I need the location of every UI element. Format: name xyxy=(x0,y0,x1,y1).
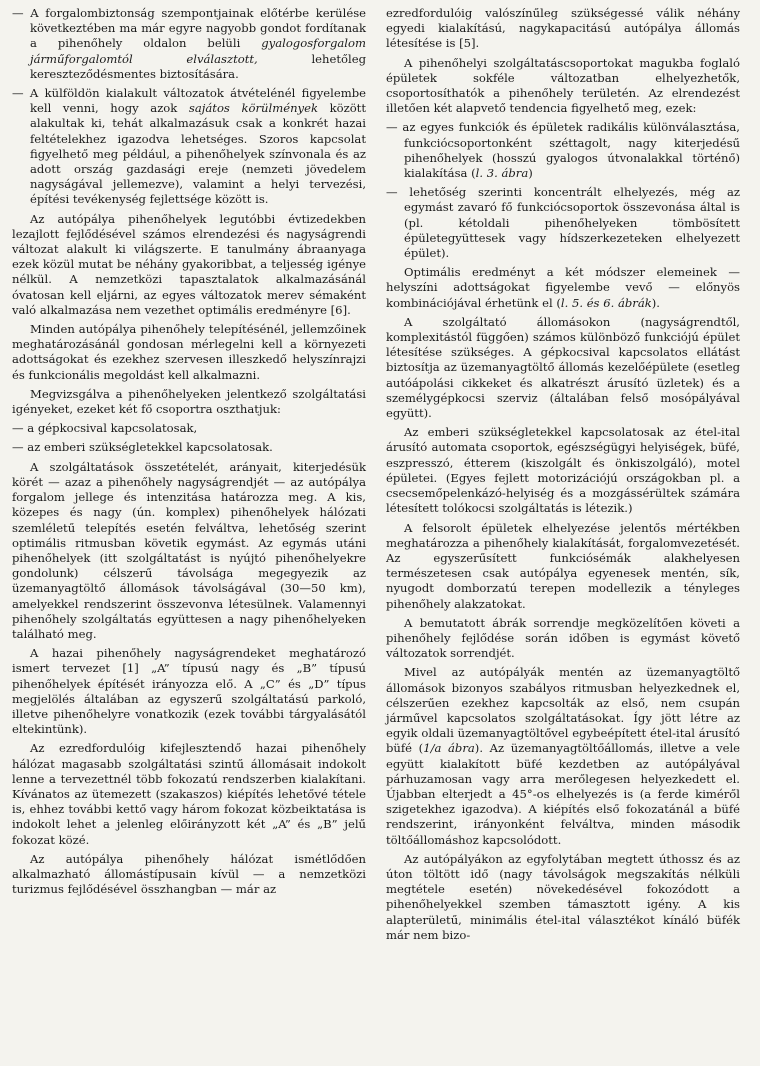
text-span: között alakultak ki, tehát alkalmazásuk csak a konkrét hazai feltételekhez igazodva lehetséges. Szoros kapcsolat figyelhető meg például, a pihenőhelyek színvonala és az adott ország gazdasági ereje (nemzeti jövedelem nagyságával jellemezve), valamint a helyi tervezési, építési tevékenység fejlettsége között is. xyxy=(30,101,366,207)
text-span: Minden autópálya pihenőhely telepítésénél, jellemzőinek meghatározásánál gondosan mérlegelni kell a környezeti adottságokat és ezekhez szervesen illeszkedő helyszínrajzi és funkcionális megoldást kell alkalmazni. xyxy=(12,322,366,382)
list-item xyxy=(12,6,366,82)
text-span: A pihenőhelyi szolgáltatáscsoportokat magukba foglaló épületek sokféle változatban elhelyezhetők, csoportosíthatók a pihenőhely területén. Az elrendezést illetően két alapvető tendencia figyelhető meg, ezek: xyxy=(386,55,740,116)
paragraph xyxy=(386,6,740,52)
text-span: ). xyxy=(651,295,660,310)
paragraph xyxy=(386,665,740,847)
list-item xyxy=(12,421,366,436)
text-span: lehetőleg kereszteződésmentes biztosítására. xyxy=(30,51,366,81)
text-span: — A külföldön kialakult változatok átvételénél figyelembe kell venni, hogy azok xyxy=(12,86,366,116)
paragraph xyxy=(12,212,366,318)
text-span: Megvizsgálva a pihenőhelyeken jelentkező szolgáltatási igényeket, ezeket két fő csoportra oszthatjuk: xyxy=(12,386,366,417)
list-item xyxy=(386,120,740,181)
text-span: A szolgáltatások összetételét, arányait, kiterjedésük körét — azaz a pihenőhely nagyságrendjét — az autópálya forgalom jellege és intenzitása határozza meg. A kis, közepes és nagy (ún. komplex) pihenőhelyek hálózati szemléletű telepítés esetén felváltva, lehetőség szerint optimális ritmusban követik egymást. Az egymás utáni pihenőhelyek (itt szolgáltatást is nyújtó pihenőhelyekre gondolunk) célszerű távolsága megegyezik az üzemanyagtöltő állomások távolságával (30—50 km), amelyekkel rendszerint összevonva létesülnek. Valamennyi pihenőhely szolgáltatás együttesen a nagy pihenőhelyeken található meg. xyxy=(12,459,366,641)
text-span: Az ezredfordulóig kifejlesztendő hazai pihenőhely hálózat magasabb szolgáltatási szintű állomásait indokolt lenne a tervezettnél több fokozatú rendszerben kialakítani. Kívánatos az ütemezett (szakaszos) kiépítés lehetővé tétele is, ehhez további kettő vagy három fokozat közbeiktatása is indokolt lehet a jelenleg előirányzott két „A” és „B” jelű fokozat közé. xyxy=(12,741,366,847)
text-span: Az emberi szükségletekkel kapcsolatosak az étel-ital árusító automata csoportok, egészségügyi helyiségek, büfé, eszpresszó, étterem (kiszolgált és önkiszolgáló), motel épületei. (Egyes fejlett motorizációjú országokban pl. a csecsemőpelenkázó-helyiség és a mozgássérültek számára létesített tolókocsi szolgáltatás is létezik.) xyxy=(386,425,740,516)
list-item xyxy=(12,440,366,455)
emphasis-text: 1/a ábra xyxy=(423,741,475,756)
text-span: Mivel az autópályák mentén az üzemanyagtöltő állomások bizonyos szabályos ritmusban helyezkednek el, célszerűen ezekhez kapcsolták az első, nem csupán járművel kapcsolatos szolgáltatásokat. Így jött létre az egyik oldali üzemanyagtöltővel egybeépített étel-ital árusító büfé ( xyxy=(386,665,740,756)
text-span: ) xyxy=(528,166,533,181)
text-span: A bemutatott ábrák sorrendje megközelítően követi a pihenőhely fejlődése során időben is egymást követő változatok sorrendjét. xyxy=(386,615,740,661)
text-span: — az emberi szükségletekkel kapcsolatosak. xyxy=(12,440,273,455)
emphasis-text: gyalogosforgalom járműforgalomtól elválasztott, xyxy=(30,36,366,66)
text-span: — a gépkocsival kapcsolatosak, xyxy=(12,421,198,436)
left-column xyxy=(12,6,366,1066)
right-column xyxy=(386,6,740,1066)
paragraph xyxy=(386,521,740,612)
list-item xyxy=(386,185,740,261)
text-span: — az egyes funkciók és épületek radikális különválasztása, funkciócsoportonként széttagolt, nagy kiterjedésű pihenőhelyek (hosszú gyalogos útvonalakkal történő) kialakítása ( xyxy=(386,120,740,181)
text-span: — lehetőség szerinti koncentrált elhelyezés, még az egymást zavaró fő funkciócsoportok összevonása által is (pl. kétoldali pihenőhelyeken tömbösített épületegyüttesek vagy hídszerkezeteken elhelyezett épület). xyxy=(386,185,740,261)
text-span: Az autópályákon az egyfolytában megtett úthossz és az úton töltött idő (nagy távolságok megszakítás nélküli megtétele esetén) növekedésével fokozódott a pihenőhelyekkel szemben támasztott igény. A kis alapterületű, minimális étel-ital választékot kínáló büfék már nem bizo- xyxy=(386,851,740,942)
paragraph xyxy=(12,852,366,898)
paragraph xyxy=(12,741,366,847)
emphasis-text: sajátos körülmények xyxy=(188,101,318,116)
text-span: A felsorolt épületek elhelyezése jelentős mértékben meghatározza a pihenőhely kialakítását, forgalomvezetését. Az egyszerűsített funkciósémák alakhelyesen természetesen csak autópálya egyenesek mentén, sík, nyugodt domborzatú terepen modellezik a tényleges pihenőhely alakzatokat. xyxy=(386,520,740,611)
text-span: Optimális eredményt a két módszer elemeinek — helyszíni adottságokat figyelembe vevő — előnyös kombinációjával érhetünk el ( xyxy=(386,265,740,310)
paragraph xyxy=(12,322,366,383)
paragraph xyxy=(386,265,740,311)
emphasis-text: l. 3. ábra xyxy=(475,166,529,181)
text-span: ). Az üzemanyagtöltőállomás, illetve a vele együtt kialakított büfé kezdetben az autópályával párhuzamosan vagy arra merőlegesen helyezkedett el. Újabban elterjedt a 45°-os elhelyezés is (a ferde kiméről szigetekhez igazodva). A kiépítés első fokozatánál a büfé rendszerint, irányonként felváltva, minden második töltőállomáshoz kapcsolódott. xyxy=(386,741,741,847)
paragraph xyxy=(12,387,366,417)
paragraph xyxy=(12,646,366,737)
paragraph xyxy=(386,616,740,662)
text-span: A hazai pihenőhely nagyságrendeket meghatározó ismert tervezet [1] „A” típusú nagy és „B” típusú pihenőhelyek építését irányozza elő. A „C” és „D” típus megjelölés általában az egyszerű szolgáltatású parkoló, illetve pihenőhelyre vonatkozik (ezek további tárgyalásától eltekintünk). xyxy=(12,646,366,737)
paragraph xyxy=(386,56,740,117)
paragraph xyxy=(386,852,740,943)
paragraph xyxy=(12,460,366,642)
paragraph xyxy=(386,425,740,516)
text-span: Az autópálya pihenőhely hálózat ismétlődően alkalmazható állomástípusain kívül — a nemzetközi turizmus fejlődésével összhangban — már az xyxy=(12,851,366,897)
paragraph xyxy=(386,315,740,421)
list-item xyxy=(12,86,366,208)
emphasis-text: l. 5. és 6. ábrák xyxy=(560,295,652,310)
text-span: Az autópálya pihenőhelyek legutóbbi évtizedekben lezajlott fejlődésével számos elrendezési és nagyságrendi változat alakult ki világszerte. E tanulmány ábraanyaga ezek közül mutat be néhány gyakoribbat, a teljesség igénye nélkül. A nemzetközi tapasztalatok alkalmazásánál óvatosan kell eljárni, az egyes változatok merev sémaként való alkalmazása nem vezethet optimális eredményre [6]. xyxy=(12,211,366,317)
text-span: A szolgáltató állomásokon (nagyságrendtől, komplexitástól függően) számos különböző funkciójú épület létesítése szükséges. A gépkocsival kapcsolatos ellátást biztosítja az üzemanyagtöltő állomás kezelőépülete (esetleg autóápolási cikkeket és alkatrészt árusító üzletek) és a személygépkocsi szerviz (általában felső mosópályával együtt). xyxy=(386,314,740,421)
text-span: — A forgalombiztonság szempontjainak előtérbe kerülése következtében ma már egyre nagyobb gondot fordítanak a pihenőhely oldalon belüli xyxy=(12,6,366,51)
text-span: ezredfordulóig valószínűleg szükségessé válik néhány egyedi kialakítású, nagykapacitású autópálya állomás létesítése is [5]. xyxy=(386,6,740,51)
